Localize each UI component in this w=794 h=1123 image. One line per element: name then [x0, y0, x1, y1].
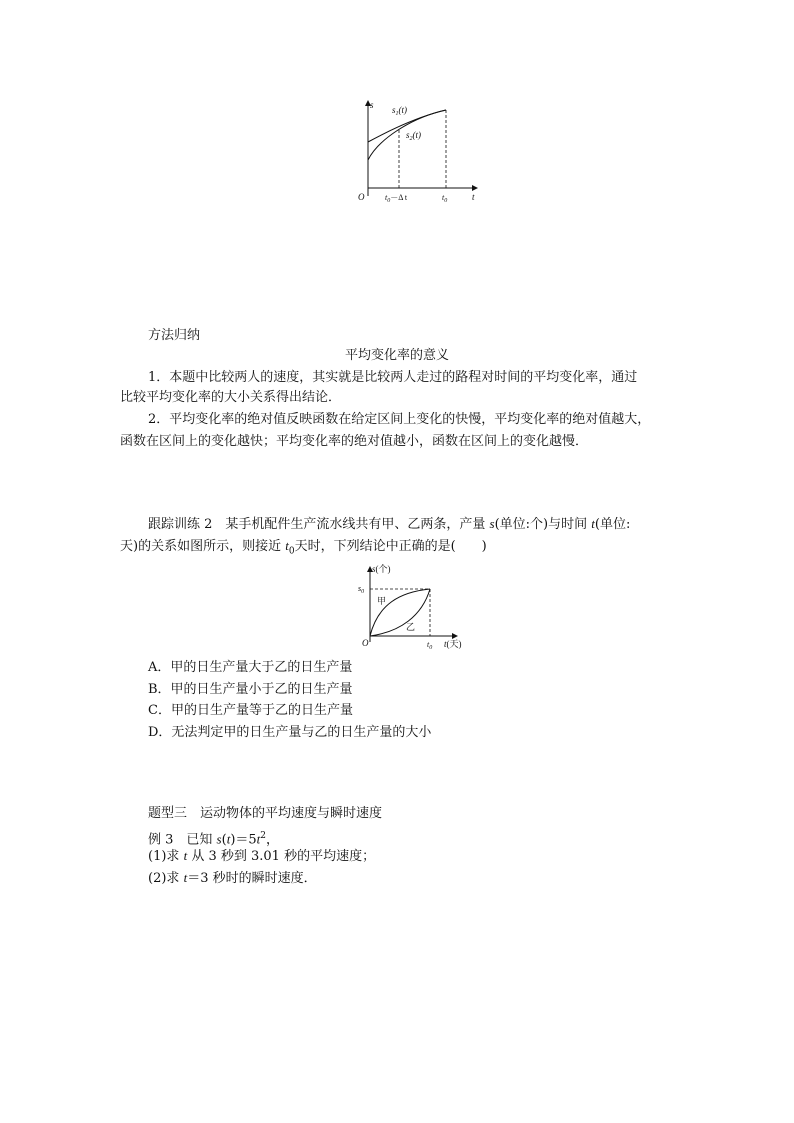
exercise-line1: 跟踪训练 2 某手机配件生产流水线共有甲、乙两条，产量 s(单位:个)与时间 t(单位:	[148, 516, 631, 532]
option-b: B．甲的日生产量小于乙的日生产量	[148, 682, 353, 697]
label-s-axis: s(个)	[372, 564, 391, 574]
label-s2: $s_2(t)$	[406, 130, 422, 142]
label-t0: $t_0$	[427, 640, 433, 651]
label-s0: $s_0$	[358, 584, 365, 595]
label-origin: O	[358, 192, 365, 202]
option-c: C．甲的日生产量等于乙的日生产量	[148, 703, 353, 718]
option-a: A．甲的日生产量大于乙的日生产量	[148, 660, 353, 675]
label-yi: 乙	[406, 622, 416, 632]
method-p2-line2: 函数在区间上的变化越快；平均变化率的绝对值越小，函数在区间上的变化越慢．	[120, 434, 589, 449]
figure-production-svg	[344, 558, 484, 654]
topic3-heading: 题型三 运动物体的平均速度与瞬时速度	[148, 806, 383, 821]
method-p2-line1: 2．平均变化率的绝对值反映函数在给定区间上变化的快慢，平均变化率的绝对值越大，	[148, 412, 651, 427]
t-axis-arrow	[472, 185, 478, 191]
label-origin: O	[362, 638, 369, 648]
label-s1: $s_1(t)$	[392, 105, 408, 117]
method-heading: 方法归纳	[148, 328, 201, 343]
figure-distance-time-svg	[340, 96, 490, 208]
method-p1-line1: 1．本题中比较两人的速度，其实就是比较两人走过的路程对时间的平均变化率，通过	[148, 370, 638, 385]
label-t-axis: t	[472, 192, 475, 202]
exercise-line2: 天)的关系如图所示，则接近 $t_0$天时，下列结论中正确的是( )	[120, 538, 487, 557]
method-title: 平均变化率的意义	[344, 348, 449, 363]
label-s-axis: s	[370, 100, 374, 110]
label-t-axis: t(天)	[444, 639, 462, 649]
option-d: D．无法判定甲的日生产量与乙的日生产量的大小	[148, 725, 432, 740]
figure-production	[344, 558, 484, 654]
question-2: (2)求 t＝3 秒时的瞬时速度．	[148, 870, 317, 886]
label-t0-minus-dt: $t_0-\Delta$ t	[385, 193, 408, 204]
method-p1-line2: 比较平均变化率的大小关系得出结论．	[120, 390, 342, 405]
question-1: (1)求 t 从 3 秒到 3.01 秒的平均速度；	[148, 848, 376, 864]
example3-statement: 例 3 已知 $s(t)=5t^2$，	[148, 831, 280, 848]
label-t0: $t_0$	[442, 193, 448, 204]
figure-distance-time	[340, 96, 490, 208]
label-jia: 甲	[377, 596, 387, 606]
